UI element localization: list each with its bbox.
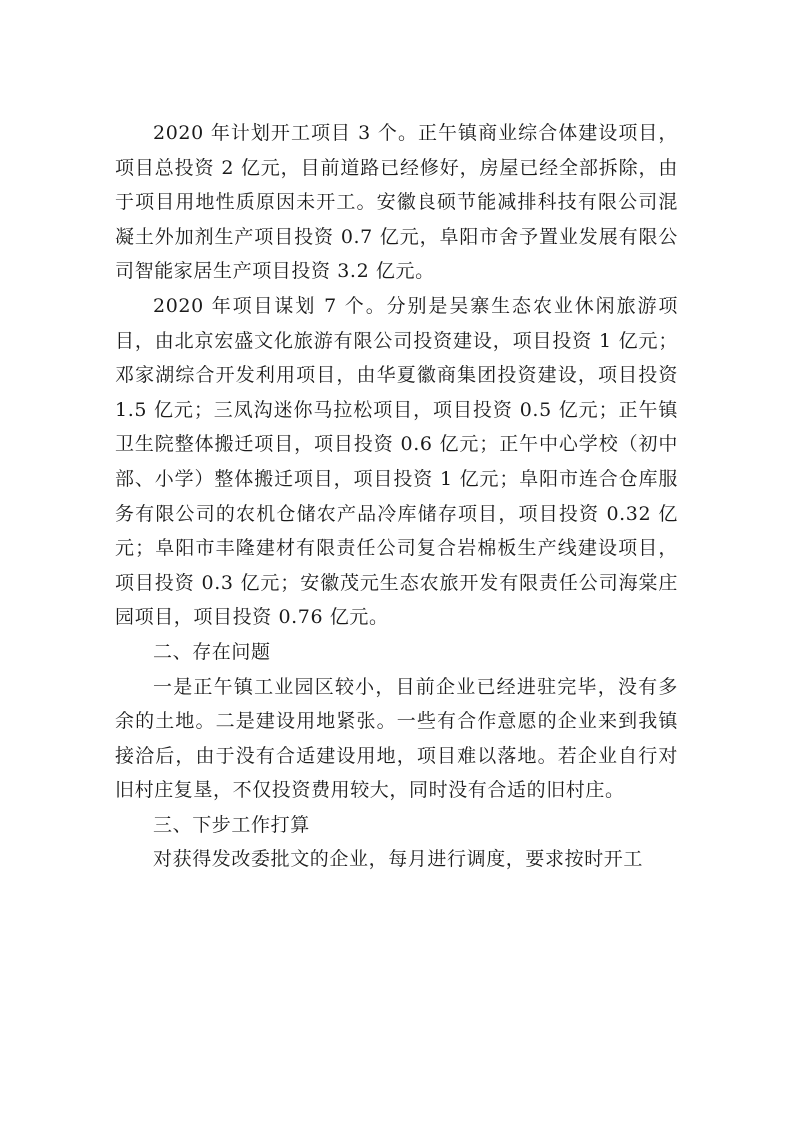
document-page (115, 116, 678, 877)
section-heading-next-steps: 三、下步工作打算 (153, 813, 310, 836)
paragraph-next-steps: 对获得发改委批文的企业，每月进行调度，要求按时开工 (153, 848, 644, 871)
section-heading-problems: 二、存在问题 (153, 640, 271, 663)
paragraph-problems: 一是正午镇工业园区较小，目前企业已经进驻完毕，没有多余的土地。二是建设用地紧张。一些有合作意愿的企业来到我镇接洽后，由于没有合适建设用地，项目难以落地。若企业自行对旧村庄复垦，不仅投资费用较大，同时没有合适的旧村庄。 (115, 675, 678, 802)
paragraph-project-planning: 2020 年项目谋划 7 个。分别是吴寨生态农业休闲旅游项目，由北京宏盛文化旅游有限公司投资建设，项目投资 1 亿元；邓家湖综合开发利用项目，由华夏徽商集团投资建设，项目投资 1.5 亿元；三凤沟迷你马拉松项目，项目投资 0.5 亿元；正午镇卫生院整体搬迁项目，项目投资 0.6 亿元；正午中心学校（初中部、小学）整体搬迁项目，项目投资 1 亿元；阜阳市连合仓库服务有限公司的农机仓储农产品冷库储存项目，项目投资 0.32 亿元；阜阳市丰隆建材有限责任公司复合岩棉板生产线建设项目，项目投资 0.3 亿元；安徽茂元生态农旅开发有限责任公司海棠庄园项目，项目投资 0.76 亿元。 (115, 294, 678, 629)
paragraph-planned-projects: 2020 年计划开工项目 3 个。正午镇商业综合体建设项目，项目总投资 2 亿元，目前道路已经修好，房屋已经全部拆除，由于项目用地性质原因未开工。安徽良硕节能减排科技有限公司混凝土外加剂生产项目投资 0.7 亿元，阜阳市舍予置业发展有限公司智能家居生产项目投资 3.2 亿元。 (115, 122, 678, 283)
